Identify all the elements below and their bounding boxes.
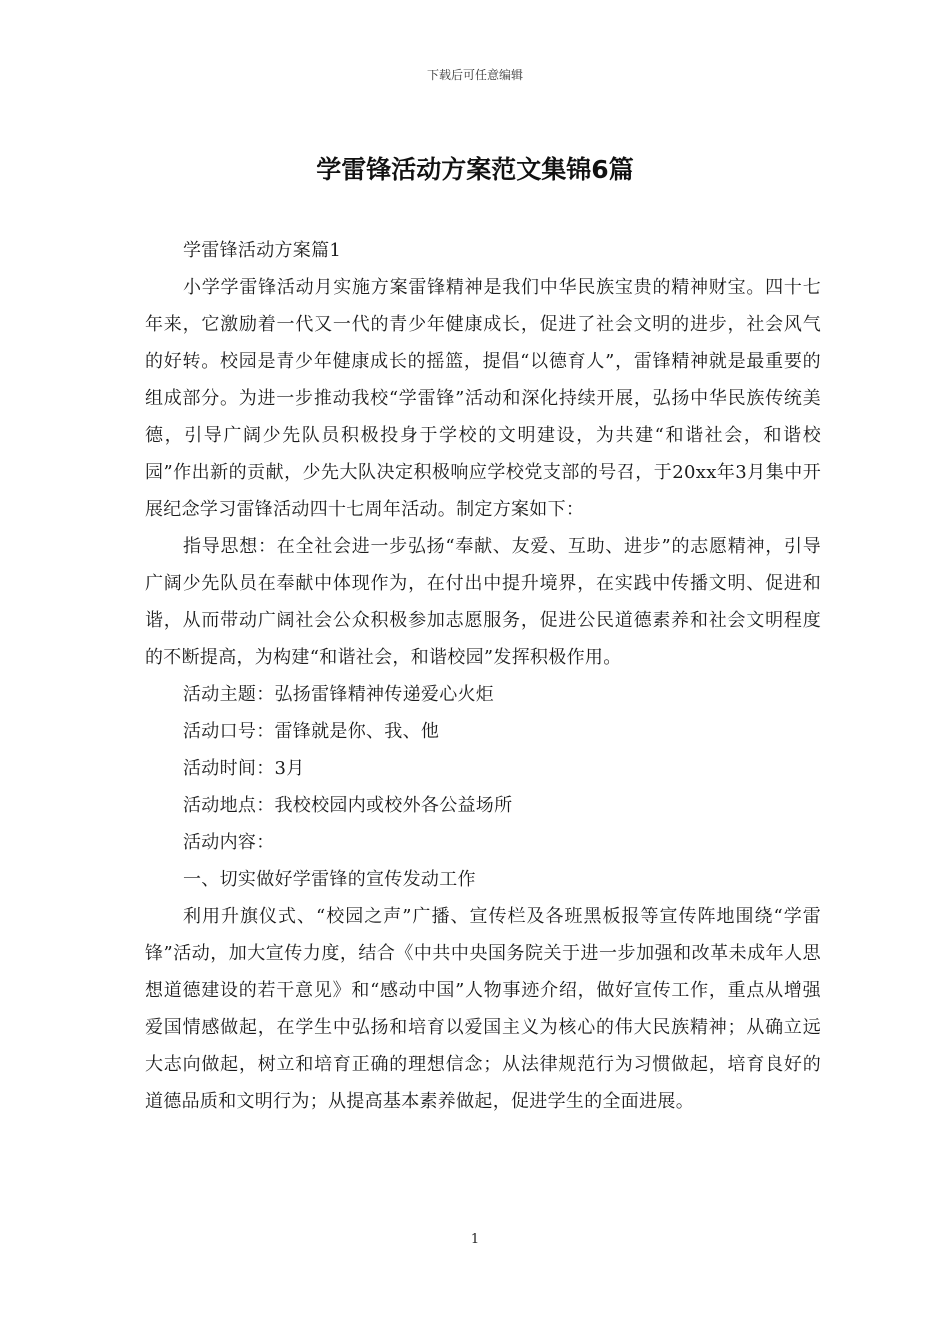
page-number: 1	[470, 1232, 480, 1247]
activity-time: 活动时间：3月	[183, 758, 305, 779]
document-title: 学雷锋活动方案范文集锦6篇	[316, 155, 634, 184]
page-header-note: 下载后可任意编辑	[426, 68, 523, 82]
body-paragraph-intro: 小学学雷锋活动月实施方案雷锋精神是我们中华民族宝贵的精神财宝。四十七年来，它激励着一代又一代的青少年健康成长，促进了社会文明的进步，社会风气的好转。校园是青少年健康成长的摇篮，提倡“以德育人”，雷锋精神就是最重要的组成部分。为进一步推动我校“学雷锋”活动和深化持续开展，弘扬中华民族传统美德，引导广阔少先队员积极投身于学校的文明建设，为共建“和谐社会，和谐校园”作出新的贡献，少先大队决定积极响应学校党支部的号召，于20xx年3月集中开展纪念学习雷锋活动四十七周年活动。制定方案如下：	[145, 277, 821, 520]
body-paragraph-guiding-thought: 指导思想：在全社会进一步弘扬“奉献、友爱、互助、进步”的志愿精神，引导广阔少先队员在奉献中体现作为，在付出中提升境界，在实践中传播文明、促进和谐，从而带动广阔社会公众积极参加志愿服务，促进公民道德素养和社会文明程度的不断提高，为构建“和谐社会，和谐校园”发挥积极作用。	[145, 536, 821, 668]
document-body	[145, 232, 821, 1120]
subsection-heading: 一、切实做好学雷锋的宣传发动工作	[183, 869, 476, 890]
activity-location: 活动地点：我校校园内或校外各公益场所	[183, 795, 513, 816]
activity-slogan: 活动口号：雷锋就是你、我、他	[183, 721, 440, 742]
body-paragraph-publicity: 利用升旗仪式、“校园之声”广播、宣传栏及各班黑板报等宣传阵地围绕“学雷锋”活动，加大宣传力度，结合《中共中央国务院关于进一步加强和改革未成年人思想道德建设的若干意见》和“感动中国”人物事迹介绍，做好宣传工作，重点从增强爱国情感做起，在学生中弘扬和培育以爱国主义为核心的伟大民族精神；从确立远大志向做起，树立和培育正确的理想信念；从法律规范行为习惯做起，培育良好的道德品质和文明行为；从提高基本素养做起，促进学生的全面进展。	[145, 906, 821, 1112]
section-heading: 学雷锋活动方案篇1	[183, 240, 342, 261]
activity-content-label: 活动内容：	[183, 832, 275, 853]
activity-theme: 活动主题：弘扬雷锋精神传递爱心火炬	[183, 684, 495, 705]
